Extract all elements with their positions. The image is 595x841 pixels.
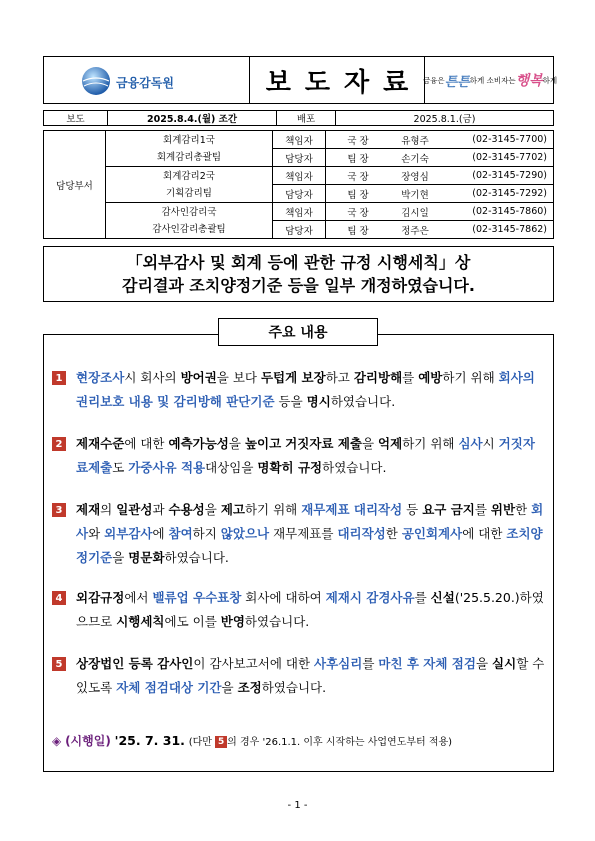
- effective-note-post: 의 경우 '26.1.1. 이후 시작하는 사업연도부터 적용): [227, 737, 453, 748]
- key-point-text: 을: [204, 502, 221, 517]
- key-point-text: 제재수준: [76, 436, 125, 451]
- key-point-text: 사후심리: [314, 656, 363, 671]
- release-info-table: [43, 110, 554, 126]
- dept-name-line2: 감사인감리총괄팀: [152, 223, 226, 235]
- contact-role: 책임자: [273, 167, 326, 185]
- key-point-text: 일관성: [116, 502, 153, 517]
- release-label: 보도: [44, 111, 108, 126]
- key-point-text: 하였습니다.: [261, 680, 327, 695]
- key-point-text: 방어권: [180, 370, 217, 385]
- item-number-badge: 3: [52, 503, 66, 517]
- key-point-text: 억제: [378, 436, 403, 451]
- contact-phone: (02-3145-7700): [440, 131, 554, 149]
- key-point-text: 예방: [418, 370, 443, 385]
- contact-name: 박기현: [390, 185, 440, 203]
- key-point-text: 를: [362, 656, 379, 671]
- key-point-text: 거짓자료제출: [76, 436, 535, 475]
- key-point-text: 대상임을: [205, 460, 258, 475]
- contact-title: 팀 장: [326, 185, 391, 203]
- key-point-text: 이 감사보고서에 대한: [193, 656, 314, 671]
- key-point-text: 을: [228, 436, 245, 451]
- contact-role: 담당자: [273, 185, 326, 203]
- contact-row: [44, 131, 554, 149]
- slogan: [422, 57, 558, 103]
- key-point-text: 시행세칙: [116, 614, 165, 629]
- key-point-text: 등을: [274, 394, 307, 409]
- contact-role: 책임자: [273, 203, 326, 221]
- slogan-post: 하게: [542, 75, 558, 85]
- effective-date-line: [52, 732, 452, 749]
- press-header: [43, 56, 558, 104]
- contact-phone: (02-3145-7862): [440, 221, 554, 239]
- contact-name: 유형주: [390, 131, 440, 149]
- key-point-text: 를: [414, 590, 431, 605]
- section-title: 주요 내용: [218, 318, 378, 346]
- key-point-text: 한: [385, 526, 402, 541]
- key-point-text: 재무제표 대리작성: [301, 502, 403, 517]
- key-point-text: 에: [152, 526, 169, 541]
- contact-phone: (02-3145-7292): [440, 185, 554, 203]
- key-point-text: 감리방해: [353, 370, 403, 385]
- fss-logo: [52, 65, 242, 97]
- key-point-text: 을: [221, 680, 238, 695]
- item-number-badge: 2: [52, 437, 66, 451]
- key-point-text: ('25.5.20.)하였으므로: [76, 590, 544, 629]
- key-point-text: 에서: [124, 590, 153, 605]
- key-point-text: 하지: [192, 526, 221, 541]
- contact-phone: (02-3145-7290): [440, 167, 554, 185]
- key-point-text: 의: [100, 502, 117, 517]
- slogan-mid: 하게 소비자는: [469, 75, 516, 85]
- release-date: 2025.8.4.(월) 조간: [108, 111, 277, 126]
- contact-table: [43, 130, 554, 239]
- headline-box: [43, 246, 554, 302]
- key-point-text: 제고: [220, 502, 245, 517]
- key-point-text: 대리작성: [337, 526, 386, 541]
- key-point-text: 마친 후 자체 점검: [378, 656, 476, 671]
- contact-row: [44, 167, 554, 185]
- slogan-word2: 행복: [515, 73, 543, 89]
- item-number-badge: 5: [52, 657, 66, 671]
- key-point-text: 시: [482, 436, 499, 451]
- key-point-text: 을: [475, 656, 493, 671]
- key-point-text: 조정: [237, 680, 262, 695]
- key-point-text: 가중사유 적용: [128, 460, 206, 475]
- key-point-text: 명시: [306, 394, 331, 409]
- key-point-text: 하기 위해: [244, 502, 302, 517]
- org-name: 금융감독원: [116, 76, 174, 90]
- dept-name: [106, 167, 273, 203]
- diamond-marker-icon: ◈: [52, 734, 62, 748]
- key-point-text: 요구 금지: [422, 502, 475, 517]
- key-point-text: 회사: [76, 502, 544, 541]
- key-point-text: 하였습니다.: [244, 614, 310, 629]
- key-point-text: 시 회사의: [124, 370, 181, 385]
- key-point-text: 반영: [220, 614, 245, 629]
- key-point-text: 참여: [168, 526, 193, 541]
- key-point-text: 예측가능성: [168, 436, 229, 451]
- contact-phone: (02-3145-7702): [440, 149, 554, 167]
- key-point-text: 을: [112, 550, 129, 565]
- page-number: - 1 -: [287, 800, 308, 811]
- effective-note-pre: (다만: [188, 737, 216, 748]
- dept-name-line1: 회계감리2국: [163, 170, 215, 182]
- dept-label: 담당부서: [44, 131, 106, 239]
- key-point-text: 위반: [490, 502, 516, 517]
- key-point-text: 에 대한: [124, 436, 169, 451]
- dept-name: [106, 131, 273, 167]
- key-point-text: 회사에 대하여: [241, 590, 326, 605]
- key-point-item: [76, 498, 546, 570]
- key-point-text: 하기 위해: [442, 370, 499, 385]
- key-point-text: 신설: [430, 590, 455, 605]
- dist-date: 2025.8.1.(금): [336, 111, 554, 126]
- key-point-text: 를: [402, 370, 419, 385]
- dept-name-line2: 회계감리총괄팀: [156, 151, 222, 163]
- contact-name: 정주은: [390, 221, 440, 239]
- key-point-text: 공인회계사: [401, 526, 463, 541]
- contact-row: [44, 203, 554, 221]
- key-point-text: 하였습니다.: [164, 550, 229, 565]
- page-title: 보도자료: [265, 67, 423, 98]
- key-point-text: 회사의 권리보호 내용 및 감리방해 판단기준: [76, 370, 535, 409]
- contact-name: 김시일: [390, 203, 440, 221]
- item-number-badge: 1: [52, 371, 66, 385]
- effective-date: '25. 7. 31.: [114, 733, 185, 748]
- key-point-text: 도: [112, 460, 129, 475]
- key-point-text: 과: [152, 502, 169, 517]
- key-point-item: [76, 586, 546, 634]
- contact-title: 국 장: [326, 131, 391, 149]
- key-point-text: 심사: [458, 436, 483, 451]
- key-point-text: 조치양정기준: [76, 526, 543, 565]
- item-number-badge: 4: [52, 591, 66, 605]
- headline-line2: 감리결과 조치양정기준 등을 일부 개정하였습니다.: [122, 276, 475, 295]
- key-point-text: 에 대한: [462, 526, 507, 541]
- key-point-text: 높이고: [244, 436, 282, 451]
- headline-line1: 「외부감사 및 회계 등에 관한 규정 시행세칙」상: [126, 253, 471, 272]
- slogan-word1: 튼튼: [444, 74, 470, 90]
- key-point-text: 현장조사: [76, 370, 125, 385]
- contact-title: 팀 장: [326, 149, 391, 167]
- contact-role: 담당자: [273, 149, 326, 167]
- key-point-text: 명확히 규정: [257, 460, 323, 475]
- key-point-text: 에도 이를: [164, 614, 221, 629]
- key-point-text: 수용성: [168, 502, 205, 517]
- effective-note-num: 5: [215, 736, 227, 748]
- key-point-text: 를: [474, 502, 491, 517]
- key-point-text: 밸류업 우수표창: [152, 590, 242, 605]
- key-point-text: 외부감사: [104, 526, 153, 541]
- key-point-text: 거짓자료 제출: [285, 436, 362, 451]
- contact-title: 국 장: [326, 167, 391, 185]
- key-point-item: [76, 432, 546, 480]
- key-point-text: 재무제표를: [269, 526, 338, 541]
- key-point-text: 자체 점검대상 기간: [116, 680, 222, 695]
- dept-name: [106, 203, 273, 239]
- key-point-text: 명문화: [128, 550, 165, 565]
- key-point-item: [76, 366, 546, 414]
- effective-label: (시행일): [65, 734, 111, 748]
- key-point-text: 두텁게 보장: [260, 370, 326, 385]
- key-point-text: 하기 위해: [402, 436, 459, 451]
- key-point-text: 제재: [76, 502, 101, 517]
- contact-title: 국 장: [326, 203, 391, 221]
- key-point-text: 제재시 감경사유: [325, 590, 415, 605]
- dept-name-line1: 감사인감리국: [161, 206, 217, 218]
- key-point-text: 하고: [325, 370, 354, 385]
- key-point-text: 와: [88, 526, 105, 541]
- contact-name: 손기숙: [390, 149, 440, 167]
- contact-title: 팀 장: [326, 221, 391, 239]
- fss-globe-icon: [80, 65, 112, 97]
- key-point-text: 한: [515, 502, 532, 517]
- key-point-text: 할 수 있도록: [76, 656, 545, 695]
- slogan-pre: 금융은: [422, 75, 445, 85]
- contact-name: 장영심: [390, 167, 440, 185]
- key-point-text: 않았으나: [220, 526, 270, 541]
- contact-phone: (02-3145-7860): [440, 203, 554, 221]
- key-point-text: 등: [402, 502, 423, 517]
- key-point-text: 외감규정: [76, 590, 125, 605]
- dept-name-line1: 회계감리1국: [163, 134, 215, 146]
- contact-role: 담당자: [273, 221, 326, 239]
- key-point-item: [76, 652, 546, 700]
- key-point-text: 을 보다: [216, 370, 261, 385]
- key-point-text: 하였습니다.: [330, 394, 396, 409]
- dist-label: 배포: [277, 111, 336, 126]
- key-point-text: 하였습니다.: [322, 460, 387, 475]
- key-point-text: 상장법인 등록 감사인: [76, 656, 194, 671]
- contact-role: 책임자: [273, 131, 326, 149]
- dept-name-line2: 기획감리팀: [166, 187, 212, 199]
- key-point-text: 을: [361, 436, 379, 451]
- key-point-text: 실시: [492, 656, 517, 671]
